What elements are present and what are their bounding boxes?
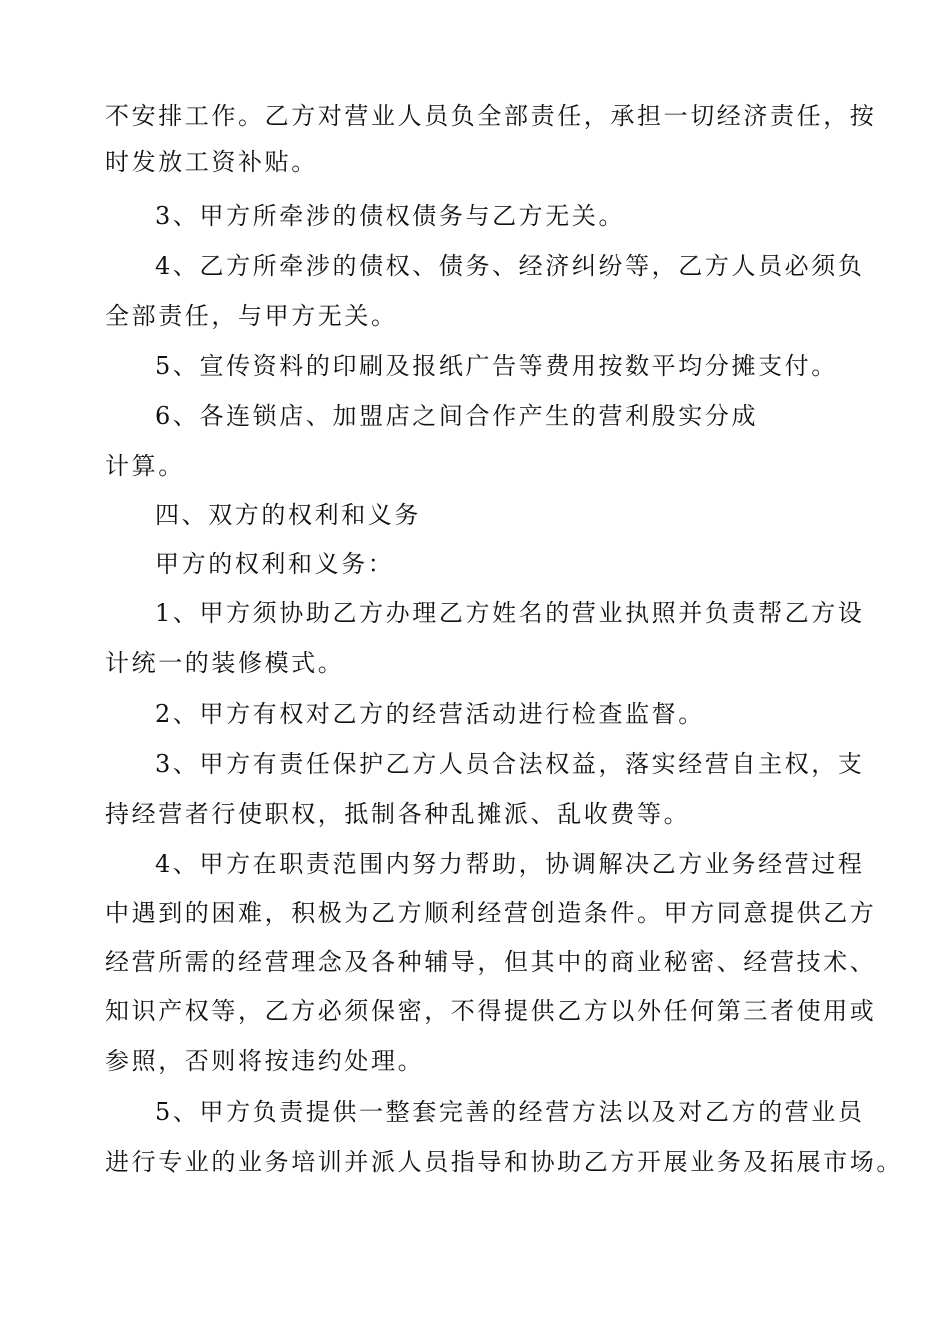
text-line: 不安排工作。乙方对营业人员负全部责任，承担一切经济责任，按 <box>105 102 877 130</box>
text-line: 时发放工资补贴。 <box>105 148 318 176</box>
text-line: 5、甲方负责提供一整套完善的经营方法以及对乙方的营业员 <box>155 1098 865 1126</box>
text-line: 持经营者行使职权，抵制各种乱摊派、乱收费等。 <box>105 800 691 828</box>
text-line: 知识产权等，乙方必须保密，不得提供乙方以外任何第三者使用或 <box>105 997 877 1025</box>
section-heading: 四、双方的权利和义务 <box>155 501 421 529</box>
text-line: 经营所需的经营理念及各种辅导，但其中的商业秘密、经营技术、 <box>105 948 877 976</box>
text-line: 参照，否则将按违约处理。 <box>105 1047 425 1075</box>
text-line: 全部责任，与甲方无关。 <box>105 302 398 330</box>
text-line: 6、各连锁店、加盟店之间合作产生的营利殷实分成 <box>155 402 759 430</box>
text-line: 4、乙方所牵涉的债权、债务、经济纠纷等，乙方人员必须负 <box>155 252 865 280</box>
text-line: 进行专业的业务培训并派人员指导和协助乙方开展业务及拓展市场。 <box>105 1148 903 1176</box>
text-line: 3、甲方有责任保护乙方人员合法权益，落实经营自主权，支 <box>155 750 865 778</box>
text-line: 5、宣传资料的印刷及报纸广告等费用按数平均分摊支付。 <box>155 352 838 380</box>
text-line: 4、甲方在职责范围内努力帮助，协调解决乙方业务经营过程 <box>155 850 865 878</box>
text-line: 2、甲方有权对乙方的经营活动进行检查监督。 <box>155 700 705 728</box>
text-line: 1、甲方须协助乙方办理乙方姓名的营业执照并负责帮乙方设 <box>155 599 865 627</box>
text-line: 计统一的装修模式。 <box>105 649 345 677</box>
subsection-heading: 甲方的权利和义务： <box>155 550 395 578</box>
text-line: 3、甲方所牵涉的债权债务与乙方无关。 <box>155 202 626 230</box>
text-line: 中遇到的困难，积极为乙方顺利经营创造条件。甲方同意提供乙方 <box>105 899 877 927</box>
text-line: 计算。 <box>105 452 185 480</box>
